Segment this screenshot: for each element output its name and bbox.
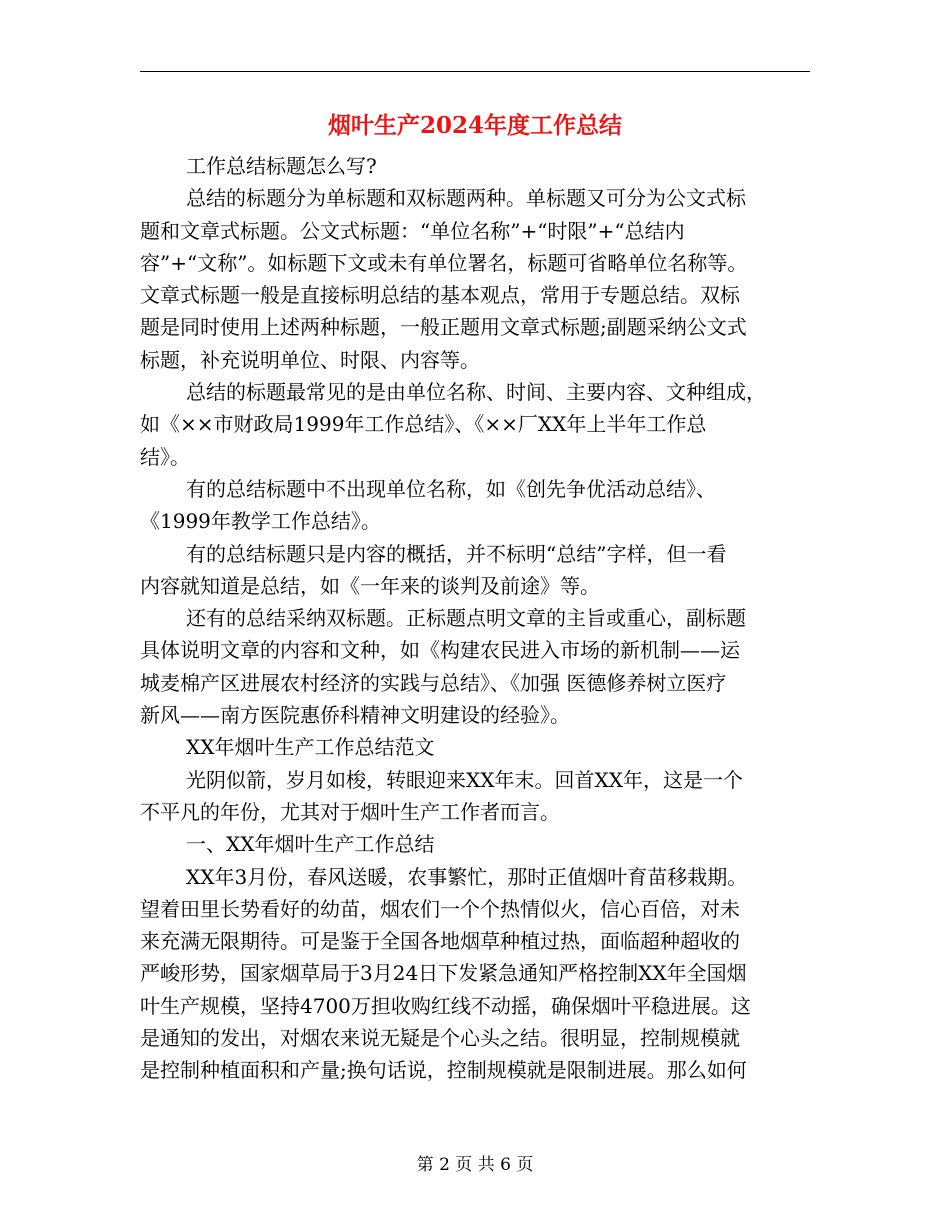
paragraph-line: 望着田里长势看好的幼苗，烟农们一个个热情似火，信心百倍，对未 [140, 896, 740, 921]
paragraph-line: 是通知的发出，对烟农来说无疑是个心头之结。很明显，控制规模就 [140, 1026, 740, 1051]
paragraph-line: 《1999年教学工作总结》。 [140, 509, 381, 534]
section-heading: 一、XX年烟叶生产工作总结 [186, 832, 435, 857]
paragraph-line: 具体说明文章的内容和文种，如《构建农民进入市场的新机制——运 [140, 638, 740, 663]
paragraph-line: 有的总结标题中不出现单位名称，如《创先争优活动总结》、 [186, 476, 716, 501]
document-title: 烟叶生产2024年度工作总结 [327, 112, 622, 139]
paragraph-line: 如《××市财政局1999年工作总结》、《××厂XX年上半年工作总 [140, 412, 707, 437]
document-body [140, 150, 810, 1087]
paragraph-line: 文章式标题一般是直接标明总结的基本观点，常用于专题总结。双标 [140, 283, 740, 308]
paragraph-line: XX年3月份，春风送暖，农事繁忙，那时正值烟叶育苗移栽期。 [186, 864, 748, 889]
paragraph-line: 叶生产规模，坚持4700万担收购红线不动摇，确保烟叶平稳进展。这 [140, 993, 751, 1018]
paragraph-line: 光阴似箭，岁月如梭，转眼迎来XX年末。回首XX年，这是一个 [186, 767, 743, 792]
paragraph-line: 有的总结标题只是内容的概括，并不标明“总结”字样，但一看 [186, 541, 727, 566]
paragraph-line: 来充满无限期待。可是鉴于全国各地烟草种植过热，面临超种超收的 [140, 929, 740, 954]
paragraph-line: 总结的标题最常见的是由单位名称、时间、主要内容、文种组成， [186, 380, 766, 405]
paragraph-line: 城麦棉产区进展农村经济的实践与总结》、《加强 医德修养树立医疗 [140, 670, 727, 695]
paragraph-line: 容”+“文称”。如标题下文或未有单位署名，标题可省略单位名称等。 [140, 250, 748, 275]
paragraph-line: 工作总结标题怎么写? [186, 154, 377, 178]
paragraph-line: 还有的总结采纳双标题。正标题点明文章的主旨或重心，副标题 [186, 606, 746, 631]
paragraph-line: 标题，补充说明单位、时限、内容等。 [140, 347, 480, 372]
paragraph-line: 题是同时使用上述两种标题，一般正题用文章式标题;副题采纳公文式 [140, 315, 747, 340]
paragraph-line: 题和文章式标题。公文式标题：“单位名称”+“时限”+“总结内 [140, 218, 685, 243]
paragraph-line: 严峻形势，国家烟草局于3月24日下发紧急通知严格控制XX年全国烟 [140, 961, 747, 986]
section-heading: XX年烟叶生产工作总结范文 [186, 735, 435, 760]
paragraph-line: 内容就知道是总结，如《一年来的谈判及前途》等。 [140, 573, 600, 598]
page-number: 第 2 页 共 6 页 [416, 1155, 534, 1175]
header-rule [140, 71, 810, 72]
paragraph-line: 新风——南方医院惠侨科精神文明建设的经验》。 [140, 703, 570, 728]
paragraph-line: 是控制种植面积和产量;换句话说，控制规模就是限制进展。那么如何 [140, 1058, 747, 1083]
paragraph-line: 不平凡的年份，尤其对于烟叶生产工作者而言。 [140, 799, 560, 824]
paragraph-line: 总结的标题分为单标题和双标题两种。单标题又可分为公文式标 [186, 186, 746, 211]
paragraph-line: 结》。 [140, 444, 190, 469]
